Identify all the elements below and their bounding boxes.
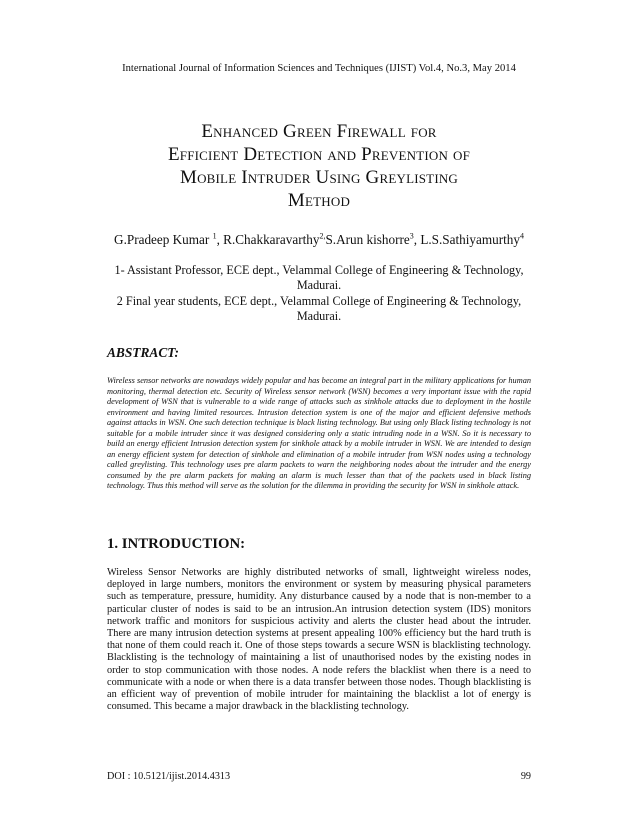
abstract-body: [107, 376, 531, 492]
doi-link[interactable]: DOI : 10.5121/ijist.2014.4313: [107, 771, 231, 782]
paper-title: [80, 120, 558, 212]
author-name: , L.S.Sathiyamurthy: [413, 232, 520, 247]
author-mark: 1: [212, 231, 217, 241]
page-number: 99: [520, 771, 531, 782]
abstract-heading: ABSTRACT:: [107, 345, 179, 360]
author-mark: 4: [519, 231, 524, 241]
author-name: G.Pradeep Kumar: [114, 232, 213, 247]
title-line: Enhanced Green Firewall for: [201, 121, 437, 142]
section-heading-introduction: 1. INTRODUCTION:: [107, 536, 246, 552]
title-line: Mobile Intruder Using Greylisting: [179, 167, 459, 188]
introduction-body: [107, 567, 531, 713]
affiliation-1: 1- Assistant Professor, ECE dept., Velammal College of Engineering & Technology, Madurai.: [114, 263, 524, 292]
author-name: S.Arun kishorre: [325, 232, 410, 247]
title-line: Method: [287, 190, 351, 211]
author-name: , R.Chakkaravarthy: [216, 232, 320, 247]
introduction-paragraph: Wireless Sensor Networks are highly distributed networks of small, lightweight wireless nodes, deployed in large numbers, monitors the environment or system by measuring physical parameters such as temperature, pressure, humidity. Any disturbance caused by a node that is non-member to a particular cluster of nodes is said to be an intrusion.An intrusion detection system (IDS) monitors network traffic and monitors for suspicious activity and alerts the cluster head about the intruder. There are many intrusion detection systems at present appealing 100% efficiency but the hard truth is that none of them could reach it. One of those steps towards a secure WSN is blacklisting technology. Blacklisting is the technology of maintaining a list of unauthorised nodes by the existing nodes in order to stop communication with those nodes. A node refers the blacklist when there is a need to communicate with a node or when there is a data transfer between those nodes. Though blacklisting is an efficient way of prevention of mobile intruder for maintaining the blacklist a lot of energy is consumed. This became a major drawback in the blacklisting technology.: [107, 567, 531, 713]
author-list: [0, 232, 638, 248]
abstract-text: Wireless sensor networks are nowadays widely popular and has become an integral part in the military applications for human monitoring, thermal detection etc. Security of Wireless sensor network (WSN) becomes a very important issue with the rapid development of WSN that is vulnerable to a wide range of attacks such as sinkhole attacks due to deployment in the hostile environment and having limited resources. Intrusion detection system is one of the major and efficient defensive methods against attacks in WSN. One such detection technique is black listing technology. But using only Black listing technology is not suitable for a mobile intruder since it was designed considering only a static intruding node in a WSN. So it is necessary to build an energy efficient Intrusion detection system for sinkhole attack by a mobile intruder in WSN. We are intended to design an energy efficient system for detection of sinkhole and elimination of a mobile intruder from WSN nodes using a technology called greylisting. This technology uses pre alarm packets to warn the neighboring nodes about the intruder and the energy consumed by the pre alarm packets for making an alarm is much lesser than that of the packets used in black listing technology. Thus this method will serve as the solution for the dilemma in providing the security for WSN in sinkhole attack.: [107, 376, 531, 491]
author-mark: 2,: [319, 231, 326, 241]
title-line: Efficient Detection and Prevention of: [167, 144, 471, 165]
journal-header: International Journal of Information Sciences and Techniques (IJIST) Vol.4, No.3, May 2014: [122, 63, 516, 74]
affiliation-2: 2 Final year students, ECE dept., Velammal College of Engineering & Technology, Madurai.: [116, 294, 522, 323]
author-mark: 3: [409, 231, 414, 241]
